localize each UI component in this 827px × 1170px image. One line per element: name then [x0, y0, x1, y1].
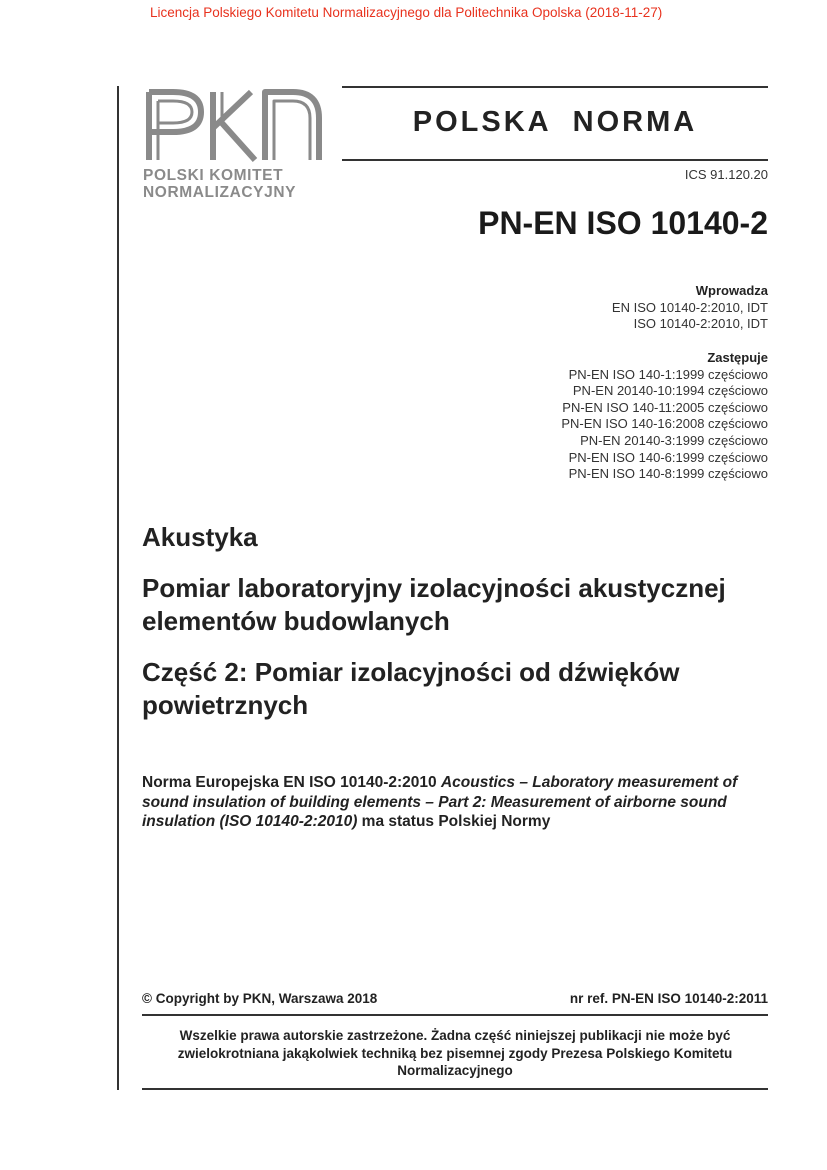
zastepuje-item: PN-EN 20140-3:1999 częściowo — [580, 432, 768, 448]
zastepuje-item: PN-EN ISO 140-11:2005 częściowo — [562, 399, 768, 415]
norm-number: PN-EN ISO 10140-2 — [478, 205, 768, 241]
title-subject: Akustyka — [142, 522, 258, 552]
zastepuje-item: PN-EN ISO 140-6:1999 częściowo — [568, 449, 768, 465]
title-part: Część 2: Pomiar izolacyjności od dźwięków powietrznych — [142, 657, 680, 720]
ics-code: ICS 91.120.20 — [684, 167, 768, 182]
statement-english-title: Acoustics – Laboratory measurement of sound insulation of building elements – Part 2: Measurement of airborne sound insulation (ISO 10140-2:2010) — [142, 774, 738, 831]
footer-rule-top — [142, 1014, 768, 1016]
header-rule-top — [342, 86, 768, 88]
left-margin-rule — [117, 86, 119, 1090]
zastepuje-heading: Zastępuje — [707, 350, 768, 365]
zastepuje-item: PN-EN ISO 140-16:2008 częściowo — [561, 416, 768, 432]
pkn-logo-mark — [149, 92, 319, 160]
statement-prefix: Norma Europejska EN ISO 10140-2:2010 — [142, 774, 441, 791]
wprowadza-block — [612, 283, 768, 333]
copyright-notice: © Copyright by PKN, Warszawa 2018 — [142, 991, 378, 1006]
wprowadza-item: EN ISO 10140-2:2010, IDT — [611, 299, 768, 315]
header-rule-bottom — [342, 159, 768, 161]
wprowadza-item: ISO 10140-2:2010, IDT — [633, 316, 768, 332]
polska-norma-heading: POLSKA NORMA — [412, 106, 698, 138]
title-main: Pomiar laboratoryjny izolacyjności akustycznej elementów budowlanych — [142, 573, 726, 636]
license-notice: Licencja Polskiego Komitetu Normalizacyjnego dla Politechnika Opolska (2018-11-27) — [150, 5, 663, 20]
zastepuje-block — [561, 350, 768, 483]
logo-text-line1: POLSKI KOMITET — [143, 167, 284, 184]
adoption-statement — [142, 773, 772, 832]
logo-text — [143, 167, 325, 201]
zastepuje-item: PN-EN ISO 140-8:1999 częściowo — [568, 466, 768, 482]
footer-rule-bottom — [142, 1088, 768, 1090]
zastepuje-item: PN-EN ISO 140-1:1999 częściowo — [568, 366, 768, 382]
wprowadza-heading: Wprowadza — [695, 283, 768, 298]
logo-text-line2: NORMALIZACYJNY — [143, 184, 297, 201]
statement-suffix: ma status Polskiej Normy — [357, 813, 551, 831]
zastepuje-item: PN-EN 20140-10:1994 częściowo — [572, 383, 768, 399]
rights-notice: Wszelkie prawa autorskie zastrzeżone. Żadna część niniejszej publikacji nie może być zwielokrotniana jakąkolwiek techniką bez pisemnej zgody Prezesa Polskiego Komitetu Normalizacyjnego — [177, 1028, 733, 1078]
reference-number: nr ref. PN-EN ISO 10140-2:2011 — [569, 991, 768, 1006]
